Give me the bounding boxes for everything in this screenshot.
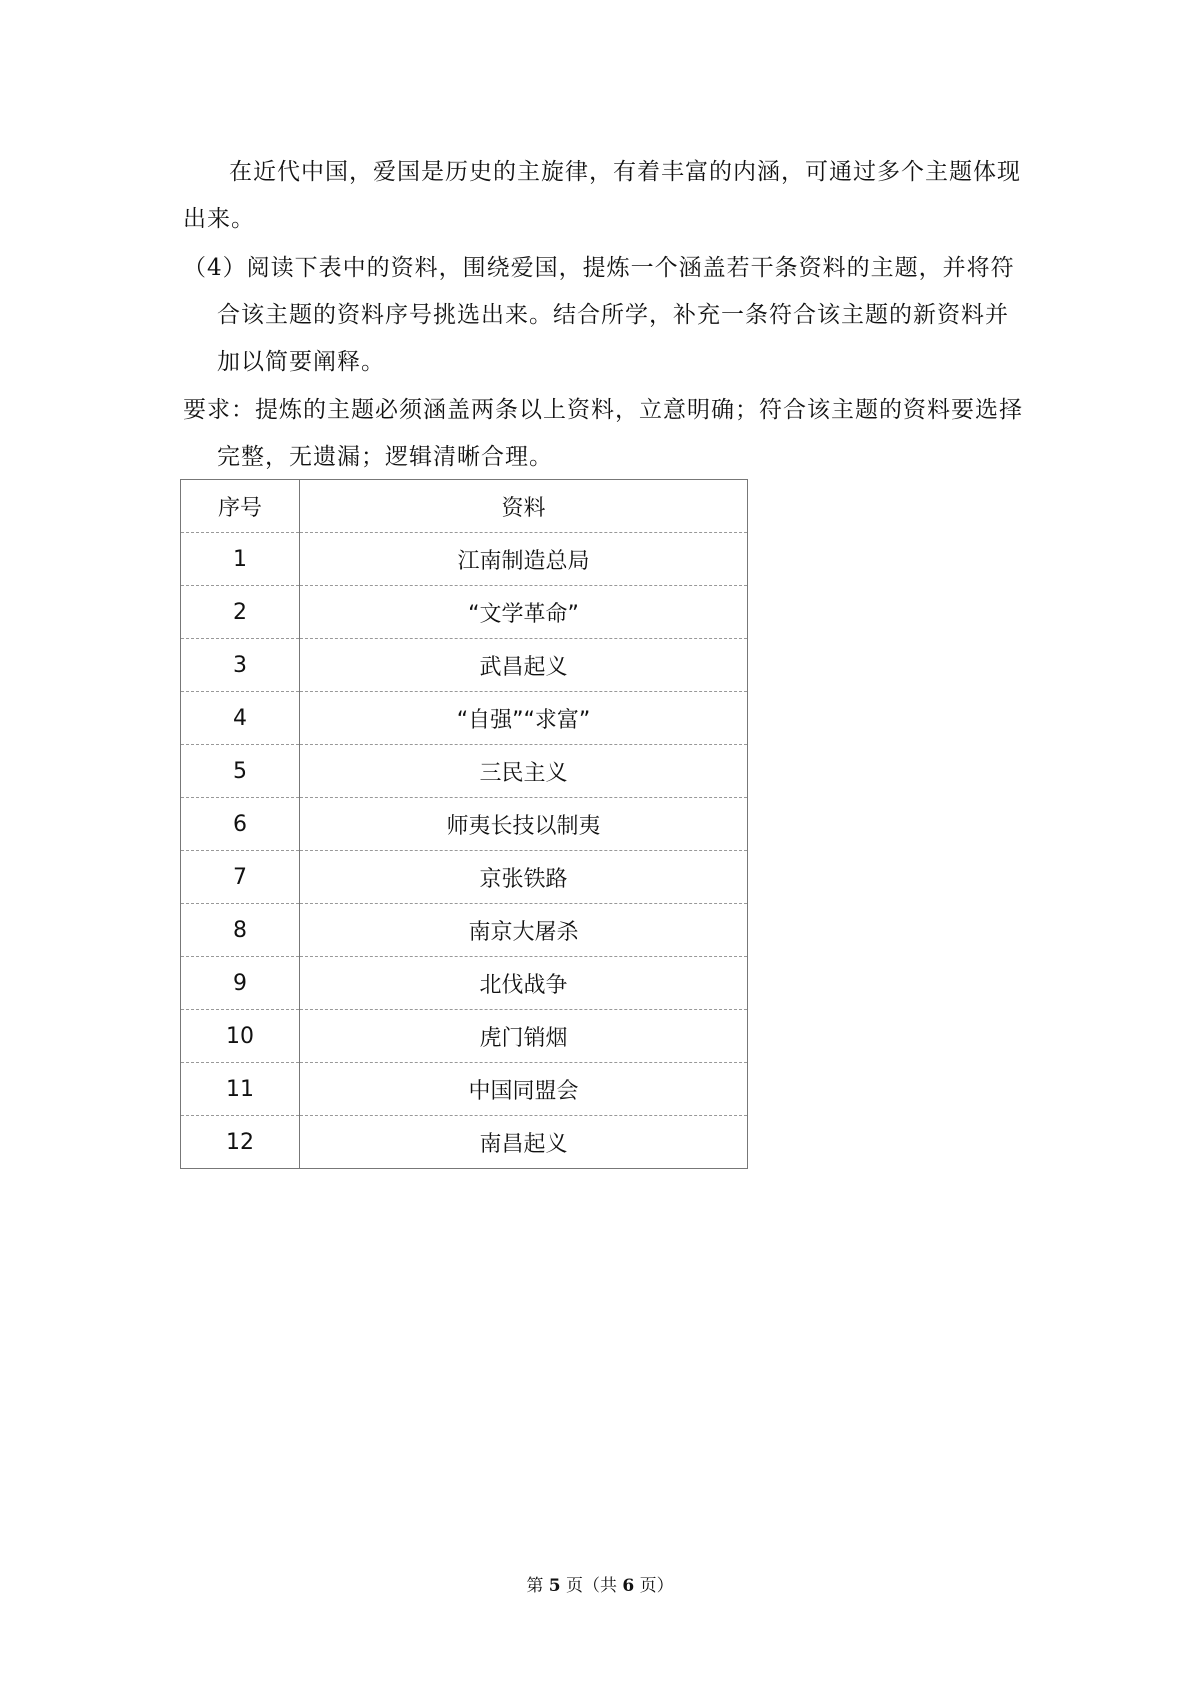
row-material: 三民主义 bbox=[300, 745, 748, 798]
page-footer bbox=[0, 1571, 1200, 1596]
row-number: 8 bbox=[181, 904, 300, 957]
table-row bbox=[181, 798, 748, 851]
table-row bbox=[181, 1063, 748, 1116]
row-number: 3 bbox=[181, 639, 300, 692]
footer-page-number: 5 bbox=[548, 1576, 561, 1596]
table-row bbox=[181, 1116, 748, 1169]
table-row bbox=[181, 745, 748, 798]
row-number: 11 bbox=[181, 1063, 300, 1116]
table-row bbox=[181, 904, 748, 957]
table-row bbox=[181, 533, 748, 586]
table-header-row bbox=[181, 480, 748, 533]
row-material: 江南制造总局 bbox=[300, 533, 748, 586]
table-row bbox=[181, 692, 748, 745]
row-number: 7 bbox=[181, 851, 300, 904]
materials-table bbox=[180, 479, 748, 1169]
table-row bbox=[181, 851, 748, 904]
row-material: 南昌起义 bbox=[300, 1116, 748, 1169]
row-number: 6 bbox=[181, 798, 300, 851]
row-number: 1 bbox=[181, 533, 300, 586]
row-material: 京张铁路 bbox=[300, 851, 748, 904]
row-material: 南京大屠杀 bbox=[300, 904, 748, 957]
table-row bbox=[181, 639, 748, 692]
footer-middle: 页（共 bbox=[566, 1576, 617, 1596]
row-material: “文学革命” bbox=[300, 586, 748, 639]
intro-paragraph: 在近代中国，爱国是历史的主旋律，有着丰富的内涵，可通过多个主题体现出来。 bbox=[183, 159, 1021, 232]
row-number: 10 bbox=[181, 1010, 300, 1063]
table-row bbox=[181, 586, 748, 639]
footer-prefix: 第 bbox=[526, 1576, 544, 1596]
table-row bbox=[181, 957, 748, 1010]
row-number: 9 bbox=[181, 957, 300, 1010]
row-number: 2 bbox=[181, 586, 300, 639]
footer-total-pages: 6 bbox=[622, 1576, 635, 1596]
header-number: 序号 bbox=[181, 480, 300, 533]
table-row bbox=[181, 1010, 748, 1063]
header-material: 资料 bbox=[300, 480, 748, 533]
footer-suffix: 页） bbox=[639, 1576, 674, 1596]
requirement-paragraph: 要求：提炼的主题必须涵盖两条以上资料，立意明确；符合该主题的资料要选择完整，无遗漏；逻辑清晰合理。 bbox=[183, 397, 1023, 470]
row-number: 12 bbox=[181, 1116, 300, 1169]
row-material: 师夷长技以制夷 bbox=[300, 798, 748, 851]
row-material: 虎门销烟 bbox=[300, 1010, 748, 1063]
row-material: 北伐战争 bbox=[300, 957, 748, 1010]
row-material: 武昌起义 bbox=[300, 639, 748, 692]
row-material: 中国同盟会 bbox=[300, 1063, 748, 1116]
question-paragraph: （4）阅读下表中的资料，围绕爱国，提炼一个涵盖若干条资料的主题，并将符合该主题的资料序号挑选出来。结合所学，补充一条符合该主题的新资料并加以简要阐释。 bbox=[183, 255, 1015, 375]
row-number: 5 bbox=[181, 745, 300, 798]
row-number: 4 bbox=[181, 692, 300, 745]
row-material: “自强”“求富” bbox=[300, 692, 748, 745]
